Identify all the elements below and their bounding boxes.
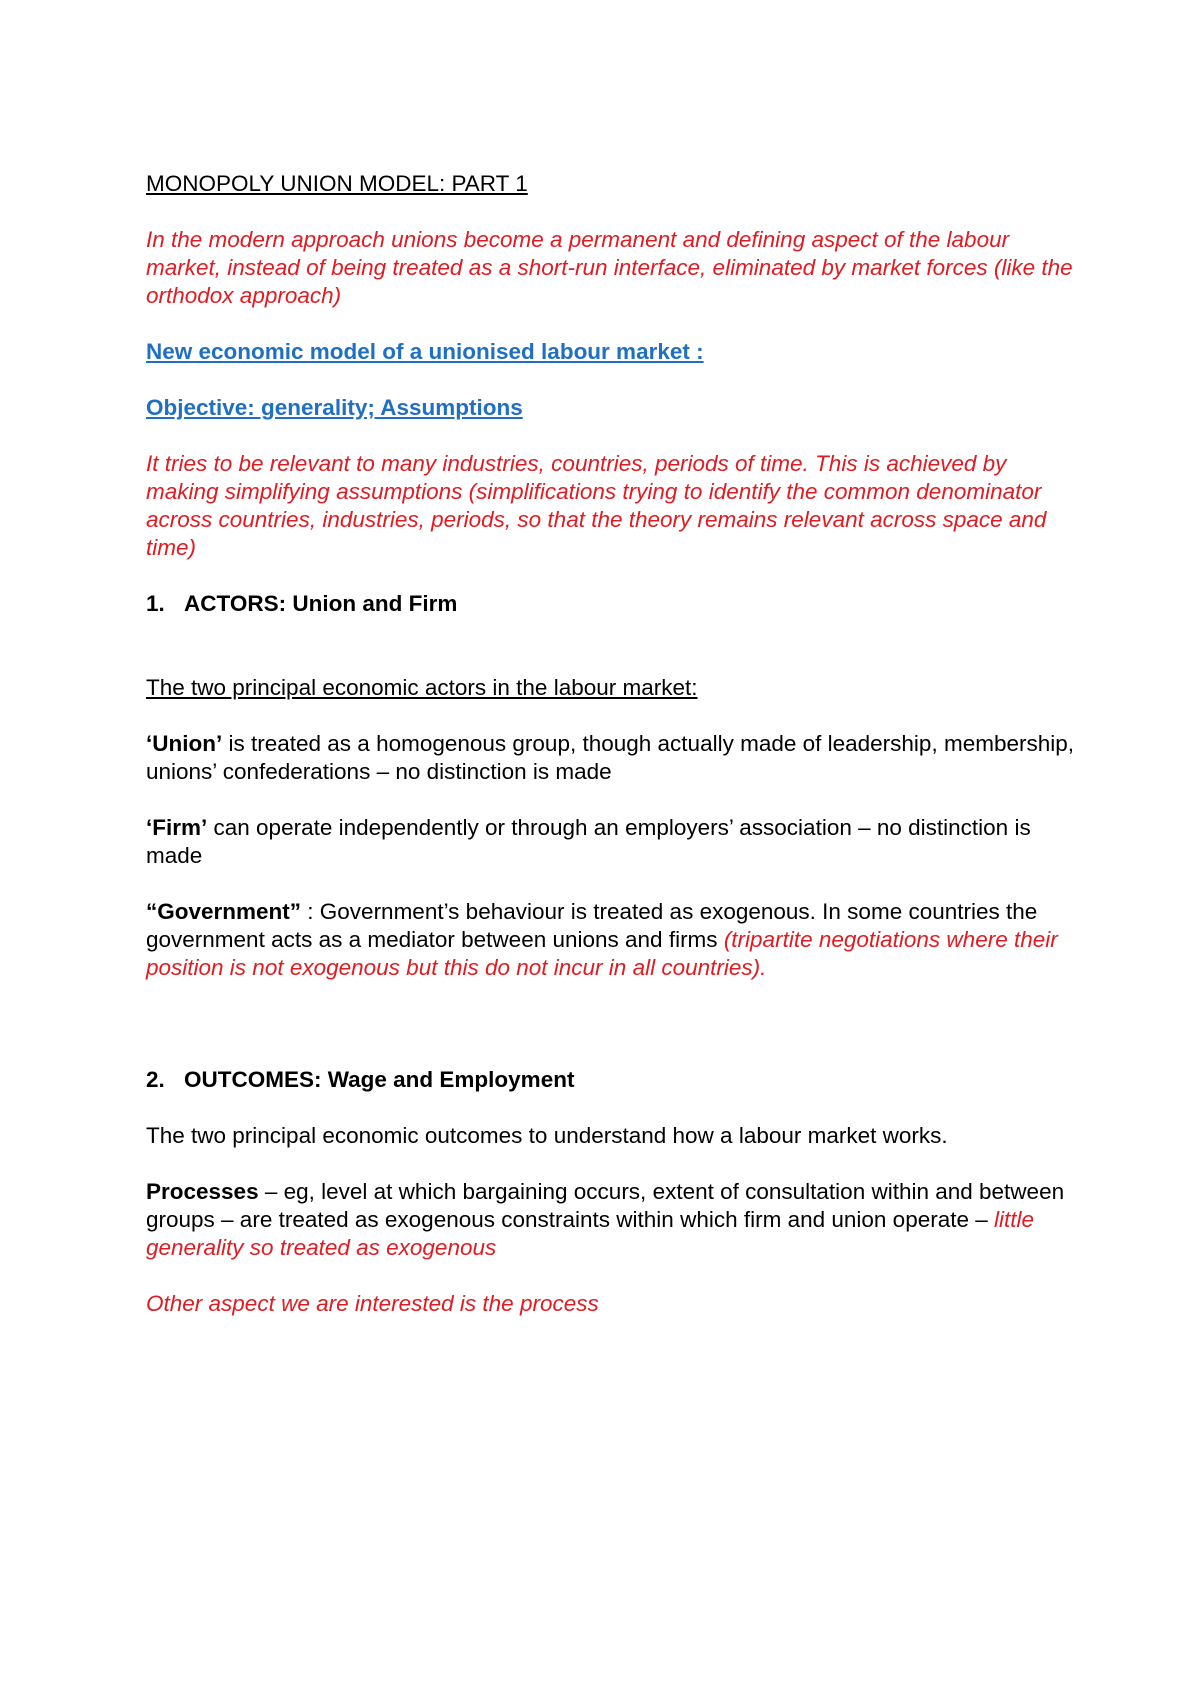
firm-term: ‘Firm’ — [146, 815, 208, 840]
section-1-heading — [146, 590, 1076, 618]
section-2-title: OUTCOMES: Wage and Employment — [184, 1067, 575, 1092]
document-title: MONOPOLY UNION MODEL: PART 1 — [146, 171, 528, 196]
outcomes-intro: The two principal economic outcomes to understand how a labour market works. — [146, 1123, 948, 1148]
government-red-note: (tripartite negotiations where their position is not exogenous but this do not incur in all countries). — [146, 927, 1058, 980]
processes-text: – eg, level at which bargaining occurs, extent of consultation within and between groups – are treated as exogenous constraints within which firm and union operate – — [146, 1179, 1065, 1232]
union-paragraph — [146, 730, 1076, 786]
section-2-heading — [146, 1066, 1076, 1094]
firm-text: can operate independently or through an employers’ association – no distinction is made — [146, 815, 1031, 868]
section-1-number: 1. — [146, 591, 165, 616]
objective-heading-line — [146, 394, 1076, 422]
objective-heading[interactable]: Objective: generality; Assumptions — [146, 395, 523, 420]
processes-red-note: little generality so treated as exogenous — [146, 1207, 1035, 1260]
government-paragraph — [146, 898, 1076, 982]
government-text: : Government’s behaviour is treated as exogenous. In some countries the government acts as a mediator between unions and firms — [146, 899, 1038, 952]
processes-term: Processes — [146, 1179, 259, 1204]
processes-paragraph — [146, 1178, 1076, 1262]
union-text: is treated as a homogenous group, though actually made of leadership, membership, unions’ confederations – no distinction is made — [146, 731, 1074, 784]
union-term: ‘Union’ — [146, 731, 223, 756]
closing-paragraph: Other aspect we are interested is the process — [146, 1291, 599, 1316]
document-page — [146, 170, 1076, 1318]
section-2-number: 2. — [146, 1067, 165, 1092]
objective-paragraph: It tries to be relevant to many industries, countries, periods of time. This is achieved by making simplifying assumptions (simplifications trying to identify the common denominator across countries, industries, periods, so that the theory remains relevant across space and time) — [146, 451, 1047, 560]
government-term: “Government” — [146, 899, 302, 924]
intro-paragraph: In the modern approach unions become a permanent and defining aspect of the labour market, instead of being treated as a short-run interface, eliminated by market forces (like the orthodox approach) — [146, 227, 1073, 308]
actors-subheading: The two principal economic actors in the labour market: — [146, 675, 698, 700]
new-model-heading[interactable]: New economic model of a unionised labour market : — [146, 339, 704, 364]
actors-subheading-line — [146, 674, 1076, 702]
section-1-title: ACTORS: Union and Firm — [184, 591, 458, 616]
new-model-heading-line — [146, 338, 1076, 366]
firm-paragraph — [146, 814, 1076, 870]
